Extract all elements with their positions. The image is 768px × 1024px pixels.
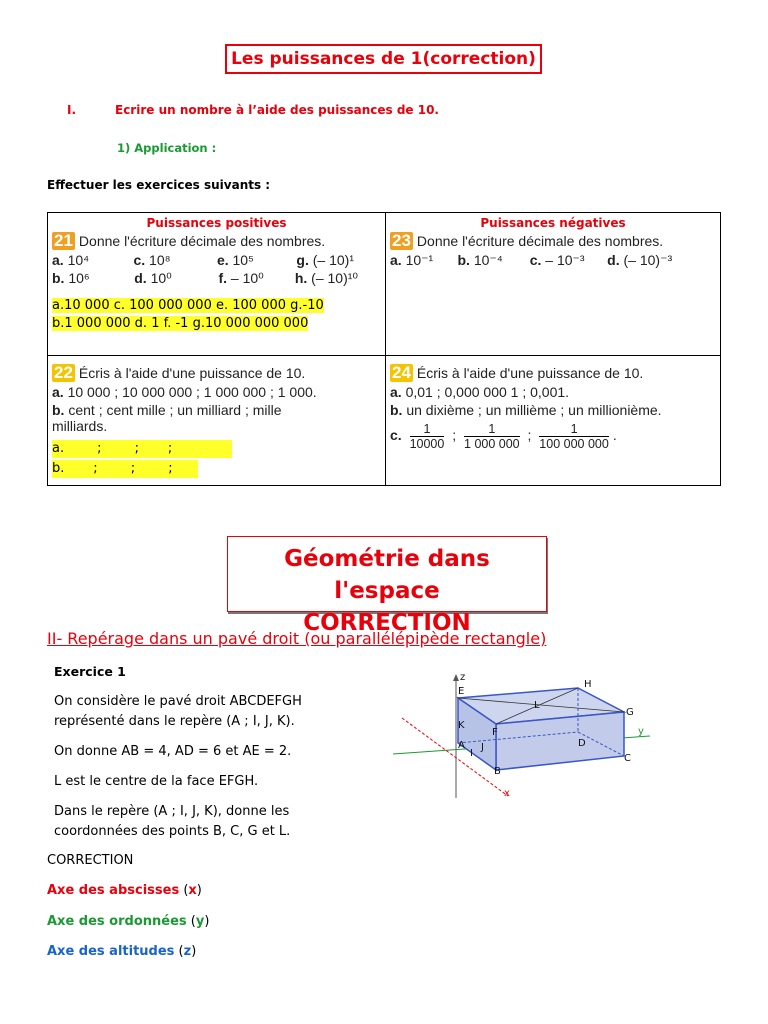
ex21-answer-2: b.1 000 000 d. 1 f. -1 g.10 000 000 000 bbox=[52, 316, 309, 331]
ex24-b: b. un dixième ; un millième ; un millionième. bbox=[390, 402, 662, 418]
ex22-text: Écris à l'aide d'une puissance de 10. bbox=[78, 365, 306, 381]
ex21-answer-1: a.10 000 c. 100 000 000 e. 100 000 g.-10 bbox=[52, 298, 324, 313]
label-K: K bbox=[458, 720, 465, 731]
exercise-1-p4: Dans le repère (A ; I, J, K), donne les coordonnées des points B, C, G et L. bbox=[54, 804, 291, 839]
label-E: E bbox=[458, 686, 465, 697]
exercise-1-p3: L est le centre de la face EFGH. bbox=[54, 774, 259, 789]
label-L: L bbox=[534, 700, 540, 711]
section-1-label: Ecrire un nombre à l’aide des puissances de 10. bbox=[115, 103, 439, 117]
label-H: H bbox=[584, 679, 592, 690]
badge-22: 22 bbox=[54, 363, 73, 382]
ex24-c: c. $\frac{1}{10000}$ ; $\frac{1}{1 000 000}$ ; $\frac{1}{100 000 000}$ . bbox=[390, 422, 617, 451]
label-y: y bbox=[638, 726, 644, 737]
badge-23: 23 bbox=[392, 231, 411, 250]
cell-ex22 bbox=[48, 356, 386, 486]
ex24-text: Écris à l'aide d'une puissance de 10. bbox=[416, 365, 644, 381]
section-2-heading: II- Repérage dans un pavé droit (ou parallélépipède rectangle) bbox=[47, 629, 547, 648]
exercise-1-p2: On donne AB = 4, AD = 6 et AE = 2. bbox=[54, 744, 292, 759]
section-1-number: I. bbox=[67, 103, 77, 117]
ex22-answer-a: a. ; ; ; bbox=[52, 440, 232, 458]
ex23-text: Donne l'écriture décimale des nombres. bbox=[416, 233, 664, 249]
application-heading: 1) Application : bbox=[117, 141, 217, 155]
cell-ex23 bbox=[386, 213, 721, 356]
label-J: J bbox=[481, 742, 484, 753]
box-figure bbox=[388, 668, 658, 808]
ex21-text: Donne l'écriture décimale des nombres. bbox=[78, 233, 326, 249]
label-x: x bbox=[504, 788, 510, 799]
ex21-row2: b. 10⁶ d. 10⁰ f. – 10⁰ h. (– 10)¹⁰ bbox=[52, 270, 359, 286]
axis-y-line: Axe des ordonnées (y) bbox=[47, 914, 210, 929]
exercise-1-title: Exercice 1 bbox=[54, 664, 126, 679]
label-F: F bbox=[492, 727, 498, 738]
head-positive: Puissances positives bbox=[146, 216, 287, 230]
ex22-a: a. 10 000 ; 10 000 000 ; 1 000 000 ; 1 000. bbox=[52, 384, 317, 400]
ex24-a: a. 0,01 ; 0,000 000 1 ; 0,001. bbox=[390, 384, 570, 400]
correction-label: CORRECTION bbox=[47, 853, 134, 868]
page-title: Les puissances de 1(correction) bbox=[225, 44, 542, 74]
instruction-text: Effectuer les exercices suivants : bbox=[47, 178, 271, 192]
ex23-row: a. 10⁻¹ b. 10⁻⁴ c. – 10⁻³ d. (– 10)⁻³ bbox=[390, 252, 673, 268]
badge-24: 24 bbox=[392, 363, 411, 382]
head-negative: Puissances négatives bbox=[480, 216, 626, 230]
label-A: A bbox=[458, 740, 465, 751]
ex21-row1: a. 10⁴ c. 10⁸ e. 10⁵ g. (– 10)¹ bbox=[52, 252, 354, 268]
ex22-b2: milliards. bbox=[52, 418, 108, 434]
label-B: B bbox=[494, 766, 501, 777]
label-C: C bbox=[624, 753, 631, 764]
exercise-1-p1: On considère le pavé droit ABCDEFGH représenté dans le repère (A ; I, J, K). bbox=[54, 694, 302, 729]
section-1-heading bbox=[67, 103, 439, 117]
label-z: z bbox=[460, 672, 466, 683]
label-D: D bbox=[578, 738, 586, 749]
label-I: I bbox=[470, 748, 473, 759]
axis-x-line: Axe des abscisses (x) bbox=[47, 883, 202, 898]
ex22-b: b. cent ; cent mille ; un milliard ; mille bbox=[52, 402, 282, 418]
exercise-table bbox=[47, 212, 721, 486]
label-G: G bbox=[626, 707, 634, 718]
ex22-answer-b: b. ; ; ; bbox=[52, 460, 198, 478]
cell-ex21 bbox=[48, 213, 386, 356]
badge-21: 21 bbox=[54, 231, 73, 250]
cell-ex24 bbox=[386, 356, 721, 486]
axis-z-line: Axe des altitudes (z) bbox=[47, 944, 197, 959]
geometry-title: Géométrie dans l'espace CORRECTION bbox=[227, 536, 547, 612]
